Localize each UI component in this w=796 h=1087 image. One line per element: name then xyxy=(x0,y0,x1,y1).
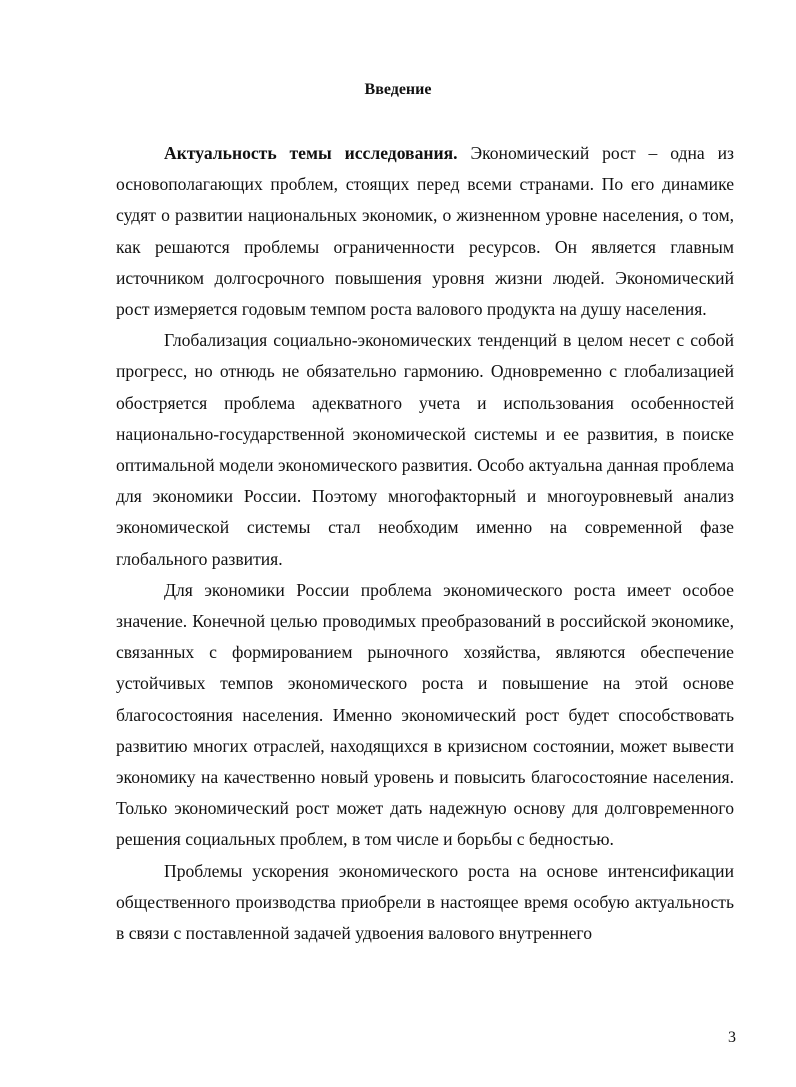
paragraph-growth-acceleration: Проблемы ускорения экономического роста на основе интенсификации общественного производства приобрели в настоящее время особую актуальность в связи с поставленной задачей удвоения валового внутреннего xyxy=(116,860,734,944)
page-number: 3 xyxy=(728,1029,736,1046)
paragraph-relevance xyxy=(116,138,734,325)
paragraph-globalization: Глобализация социально-экономических тенденций в целом несет с собой прогресс, но отнюдь не обязательно гармонию. Одновременно с глобализацией обостряется проблема адекватного учета и использования особенностей национально-государственной экономической системы и ее развития, в поиске оптимальной модели экономического развития. Особо актуальна данная проблема для экономики России. Поэтому многофакторный и многоуровневый анализ экономической системы стал необходим именно на современной фазе глобального развития. xyxy=(116,330,734,569)
paragraph-lead: Актуальность темы исследования. xyxy=(164,143,458,163)
page-title: Введение xyxy=(364,81,432,98)
paragraph-russia-economy: Для экономики России проблема экономического роста имеет особое значение. Конечной целью проводимых преобразований в российской экономике, связанных с формированием рыночного хозяйства, являются обеспечение устойчивых темпов экономического роста и повышение на этой основе благосостояния населения. Именно экономический рост будет способствовать развитию многих отраслей, находящихся в кризисном состоянии, может вывести экономику на качественно новый уровень и повысить благосостояние населения. Только экономический рост может дать надежную основу для долговременного решения социальных проблем, в том числе и борьбы с бедностью. xyxy=(116,579,734,850)
paragraph-text: Экономический рост – одна из основополагающих проблем, стоящих перед всеми странами. По его динамике судят о развитии национальных экономик, о жизненном уровне населения, о том, как решаются проблемы ограниченности ресурсов. Он является главным источником долгосрочного повышения уровня жизни людей. Экономический рост измеряется годовым темпом роста валового продукта на душу населения. xyxy=(116,143,734,320)
body-text xyxy=(116,138,734,949)
